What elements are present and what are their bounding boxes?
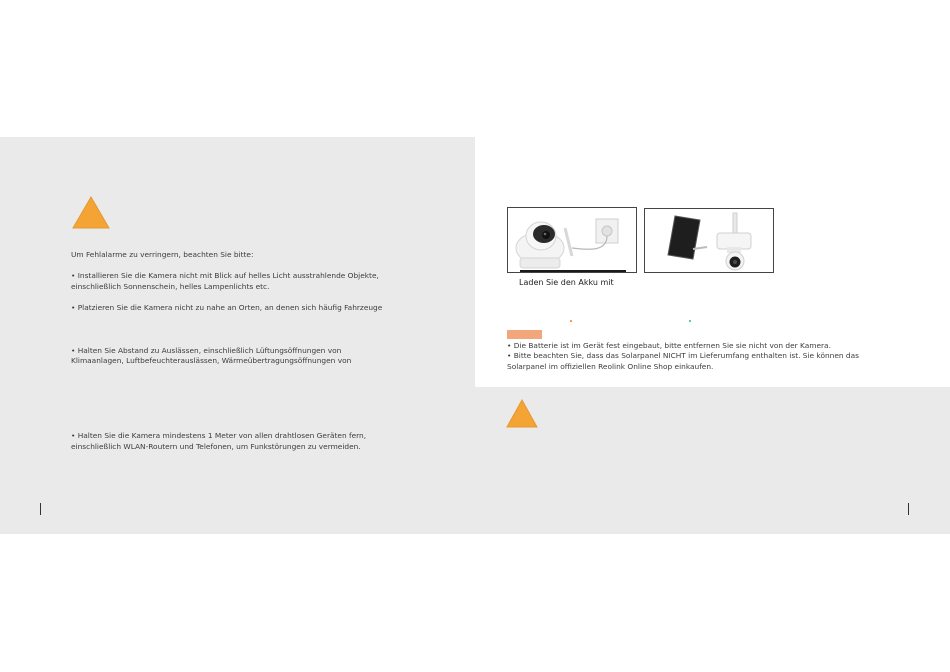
tip-bright-light-line1: • Installieren Sie die Kamera nicht mit Blick auf helles Licht ausstrahlende Objekte, (71, 271, 379, 280)
warning-triangle-icon (506, 399, 538, 428)
camera-with-solar-panel-illustration (645, 209, 773, 272)
tip-vehicles-line1: • Platzieren Sie die Kamera nicht zu nahe an Orten, an denen sich häufig Fahrzeuge (71, 303, 383, 312)
solar-panel-image (644, 208, 774, 273)
note-battery: • Die Batterie ist im Gerät fest eingebaut, bitte entfernen Sie sie nicht von der Kamera. (507, 341, 831, 350)
note-solar-panel-line2: Solarpanel im offiziellen Reolink Online Shop einkaufen. (507, 362, 714, 371)
camera-with-adapter-illustration (508, 208, 636, 272)
tip-wireless-line1: • Halten Sie die Kamera mindestens 1 Meter von allen drahtlosen Geräten fern, (71, 431, 367, 440)
note-solar-panel-line1: • Bitte beachten Sie, dass das Solarpanel NICHT im Lieferumfang enthalten ist. Sie können das (507, 351, 859, 360)
tip-vents-line2: Klimaanlagen, Luftbefeuchterauslässen, Wärmeübertragungsöffnungen von (71, 356, 352, 365)
charging-caption: Laden Sie den Akku mit (519, 278, 614, 287)
tip-bright-light-line2: einschließlich Sonnenschein, helles Lampenlichts etc. (71, 282, 270, 291)
left-page-marker (40, 503, 41, 515)
intro-text: Um Fehlalarme zu verringern, beachten Sie bitte: (71, 250, 254, 259)
charging-adapter-image (507, 207, 637, 273)
warning-triangle-icon (72, 196, 110, 229)
right-page-marker (908, 503, 909, 515)
indicator-dot-teal (689, 320, 691, 322)
tip-vents-line1: • Halten Sie Abstand zu Auslässen, einschließlich Lüftungsöffnungen von (71, 346, 342, 355)
tip-wireless-line2: einschließlich WLAN-Routern und Telefonen, um Funkstörungen zu vermeiden. (71, 442, 361, 451)
note-tag (507, 330, 542, 339)
right-page-lower-panel (475, 387, 950, 534)
indicator-dot-orange (570, 320, 572, 322)
